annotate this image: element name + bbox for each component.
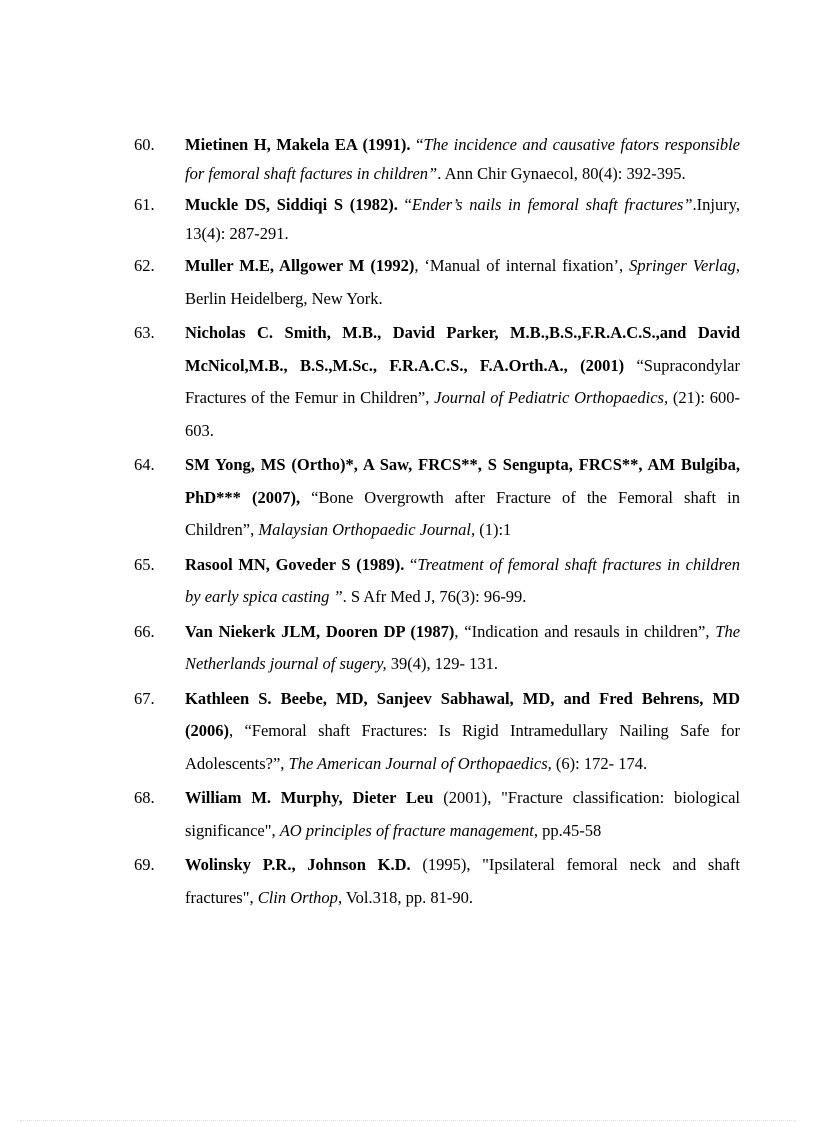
reference-text [185,683,740,781]
reference-number: 68. [134,788,155,807]
reference-item [134,130,740,188]
reference-item [134,683,740,781]
reference-text-segment: , “Indication and resauls in children”, [454,621,716,641]
reference-title-italic: Clin Orthop [257,887,338,907]
reference-text-segment: , Berlin Heidelberg, New York. [185,256,740,308]
reference-text-segment: , “Femoral shaft Fractures: Is Rigid Intramedullary Nailing Safe for Adolescents?”, [185,721,740,773]
reference-item [134,250,740,315]
reference-text [185,130,740,188]
reference-authors: Van Niekerk JLM, Dooren DP (1987) [185,621,455,641]
reference-text-segment: “ [416,135,424,154]
reference-title-italic: The American Journal of Orthopaedics, [288,753,552,773]
reference-title-italic: The Netherlands journal of sugery, [185,621,741,673]
reference-text-segment: “Bone Overgrowth after Fracture of the Femoral shaft in Children”, [185,487,740,539]
reference-item [134,190,740,248]
reference-text-segment: , ‘Manual of internal fixation’, [414,256,630,275]
reference-text-segment: 39(4), 129- 131. [386,654,499,673]
reference-text [185,616,740,681]
reference-text-segment: , Vol.318, pp. 81-90. [337,887,474,907]
reference-text [185,849,740,914]
reference-number: 61. [134,195,155,214]
reference-title-italic: AO principles of fracture management [279,820,534,840]
reference-item [134,317,740,447]
reference-text [185,250,740,315]
reference-text-segment: “ [404,554,418,574]
reference-authors: Muller M.E, Allgower M (1992) [185,256,415,275]
reference-text-segment: “Supracondylar Fractures of the Femur in Children”, [185,355,741,407]
page-bottom-rule [20,1120,796,1121]
reference-number: 62. [134,256,155,275]
reference-authors: Wolinsky P.R., Johnson K.D. [185,855,411,874]
reference-authors: SM Yong, MS (Ortho)*, A Saw, FRCS**, S Sengupta, FRCS**, AM Bulgiba, PhD*** (2007), [185,455,740,507]
reference-title-italic: Treatment of femoral shaft fractures in children by early spica casting ” [185,554,741,606]
reference-text-segment: (2001), "Fracture classification: biological significance", [185,788,740,840]
reference-number: 60. [134,135,155,154]
reference-number: 67. [134,688,155,708]
reference-authors: William M. Murphy, Dieter Leu [185,788,434,807]
reference-authors: Rasool MN, Goveder S (1989). [185,554,405,574]
reference-authors: Muckle DS, Siddiqi S (1982). [185,195,398,214]
reference-title-italic: Ender’s nails in femoral shaft fractures” [411,195,693,214]
reference-text-segment: , pp.45-58 [533,820,602,840]
reference-text [185,549,740,614]
reference-text-segment: . S Afr Med J, 76(3): 96-99. [342,587,527,606]
reference-text [185,782,740,847]
reference-authors: Nicholas C. Smith, M.B., David Parker, M.B.,B.S.,F.R.A.C.S.,and David McNicol,M.B., B.S.,M.Sc., F.R.A.C.S., F.A.Orth.A., (2001) [185,323,740,375]
reference-text-segment: (1995), "Ipsilateral femoral neck and shaft fractures", [185,855,740,907]
reference-item [134,849,740,914]
reference-text-segment: (21): 600- 603. [185,388,740,440]
reference-text-segment: (1):1 [475,520,512,539]
reference-text [185,190,740,248]
reference-number: 69. [134,855,155,874]
reference-title-italic: Malaysian Orthopaedic Journal, [258,520,476,539]
reference-text-segment: . Ann Chir Gynaecol, 80(4): 392-395. [437,164,686,183]
reference-item [134,616,740,681]
reference-item [134,449,740,547]
reference-item [134,549,740,614]
reference-title-italic: The incidence and causative fators responsible for femoral shaft factures in children” [185,135,740,183]
reference-number: 63. [134,323,155,342]
reference-list [134,130,740,916]
reference-number: 65. [134,554,155,574]
reference-authors: Mietinen H, Makela EA (1991). [185,135,417,154]
reference-text [185,449,740,547]
reference-item [134,782,740,847]
reference-text-segment: .Injury, 13(4): 287-291. [185,195,741,243]
reference-authors: Kathleen S. Beebe, MD, Sanjeev Sabhawal, MD, and Fred Behrens, MD (2006) [185,688,740,740]
reference-number: 66. [134,621,155,641]
reference-text [185,317,740,447]
reference-text-segment: “ [397,195,412,214]
reference-title-italic: Springer Verlag [629,256,736,275]
reference-title-italic: Journal of Pediatric Orthopaedics, [434,388,669,407]
reference-number: 64. [134,455,155,474]
reference-text-segment: (6): 172- 174. [551,753,648,773]
